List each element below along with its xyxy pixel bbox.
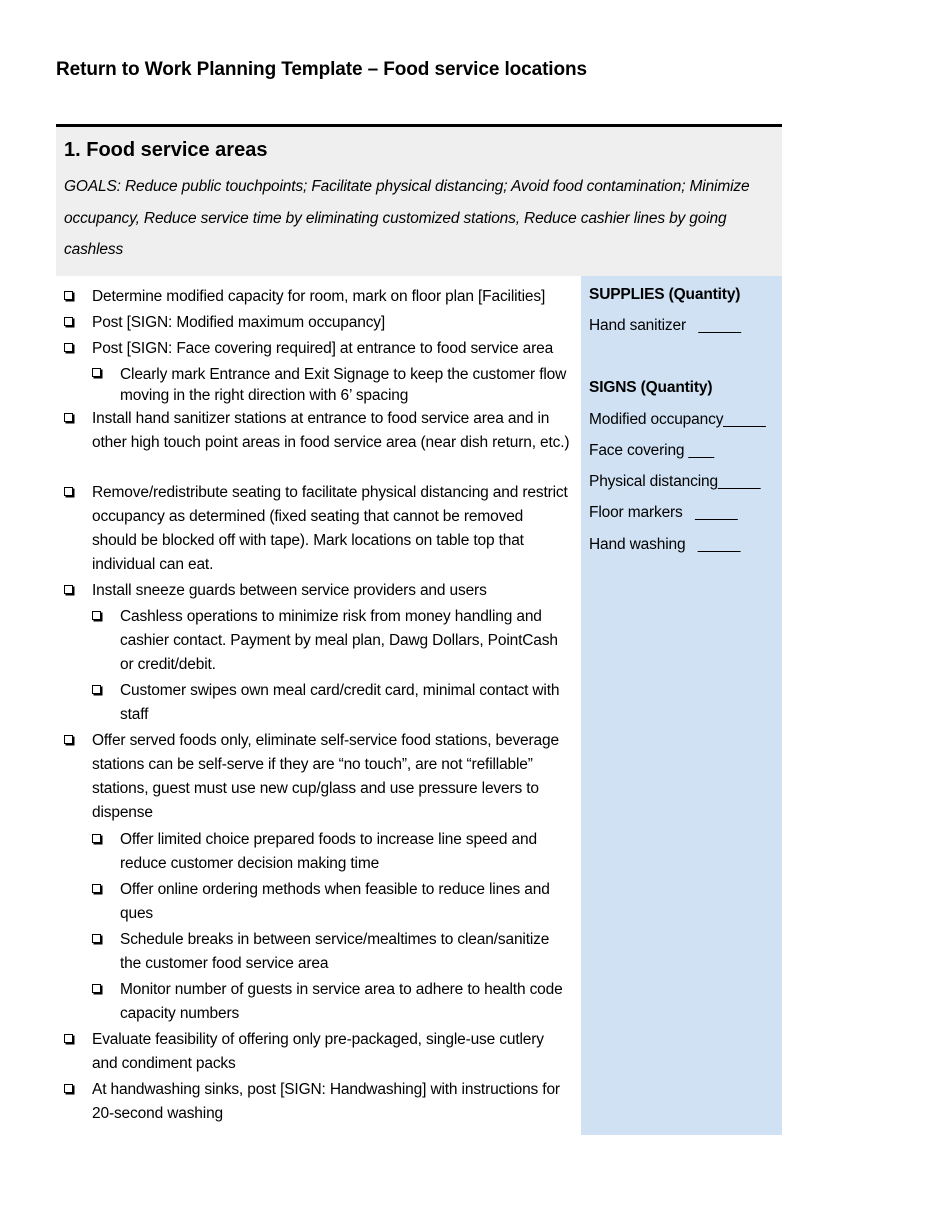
checkbox[interactable] xyxy=(92,611,101,620)
checklist-subitem xyxy=(56,364,571,406)
checklist-item-text: Schedule breaks in between service/mealtimes to clean/sanitize the customer food service area xyxy=(120,931,550,972)
checkbox[interactable] xyxy=(64,413,73,422)
section-header xyxy=(56,127,782,276)
checklist-item-text: Offer limited choice prepared foods to increase line speed and reduce customer decision making time xyxy=(120,831,537,872)
supply-line-hand-sanitizer: Hand sanitizer _____ xyxy=(589,317,741,334)
checklist xyxy=(56,276,581,1135)
food-service-section xyxy=(56,124,782,1138)
checklist-item-text: Cashless operations to minimize risk from money handling and cashier contact. Payment by meal plan, Dawg Dollars, PointCash or credit/debit. xyxy=(120,608,558,673)
checkbox[interactable] xyxy=(64,317,73,326)
checklist-subitem xyxy=(56,978,571,1026)
checkbox[interactable] xyxy=(92,368,101,377)
checkbox[interactable] xyxy=(64,1034,73,1043)
section-goals: GOALS: Reduce public touchpoints; Facilitate physical distancing; Avoid food contamination; Minimize occupancy, Reduce service time by eliminating customized stations, Reduce cashier lines by going cashless xyxy=(64,178,750,258)
checklist-item-text: Offer served foods only, eliminate self-service food stations, beverage stations can be self-serve if they are “no touch”, are not “refillable” stations, guest must use new cup/glass and use pressure levers to dispense xyxy=(92,732,559,821)
sign-line-face-covering: Face covering ___ xyxy=(589,442,714,459)
checkbox[interactable] xyxy=(92,685,101,694)
sign-line-modified-occupancy: Modified occupancy_____ xyxy=(589,411,766,428)
checklist-item xyxy=(56,1028,571,1076)
checklist-item-text: Install sneeze guards between service providers and users xyxy=(92,582,487,599)
checklist-item xyxy=(56,579,571,603)
checklist-item-text: Monitor number of guests in service area to adhere to health code capacity numbers xyxy=(120,981,563,1022)
checkbox[interactable] xyxy=(64,585,73,594)
supplies-heading: SUPPLIES (Quantity) xyxy=(589,286,741,303)
checklist-item xyxy=(56,407,571,455)
sign-line-hand-washing: Hand washing _____ xyxy=(589,536,741,553)
checklist-item-text: Offer online ordering methods when feasible to reduce lines and ques xyxy=(120,881,550,922)
checkbox[interactable] xyxy=(64,1084,73,1093)
checklist-item-text: Determine modified capacity for room, mark on floor plan [Facilities] xyxy=(92,288,546,305)
checkbox[interactable] xyxy=(64,487,73,496)
checkbox[interactable] xyxy=(64,735,73,744)
checklist-item-text: At handwashing sinks, post [SIGN: Handwashing] with instructions for 20-second washing xyxy=(92,1081,560,1122)
section-title: 1. Food service areas xyxy=(64,139,268,161)
checklist-item-text: Remove/redistribute seating to facilitate physical distancing and restrict occupancy as determined (fixed seating that cannot be removed should be blocked off with tape). Mark locations on table top that individual can eat. xyxy=(92,484,568,573)
checkbox[interactable] xyxy=(64,343,73,352)
checkbox[interactable] xyxy=(92,984,101,993)
checkbox[interactable] xyxy=(92,884,101,893)
checklist-item-text: Clearly mark Entrance and Exit Signage to keep the customer flow moving in the right direction with 6’ spacing xyxy=(120,366,567,404)
checklist-item xyxy=(56,1078,571,1126)
section-body xyxy=(56,276,782,1135)
signs-heading: SIGNS (Quantity) xyxy=(589,379,713,396)
checklist-item-text: Post [SIGN: Face covering required] at entrance to food service area xyxy=(92,340,554,357)
quantity-sidebar xyxy=(581,276,782,1135)
checklist-item xyxy=(56,729,571,825)
checklist-item-text: Customer swipes own meal card/credit card, minimal contact with staff xyxy=(120,682,560,723)
document-title: Return to Work Planning Template – Food service locations xyxy=(56,59,587,80)
checklist-subitem xyxy=(56,878,571,926)
checklist-subitem xyxy=(56,928,571,976)
checklist-item xyxy=(56,481,571,577)
checklist-item xyxy=(56,285,571,309)
checkbox[interactable] xyxy=(92,834,101,843)
checkbox[interactable] xyxy=(92,934,101,943)
checkbox[interactable] xyxy=(64,291,73,300)
checklist-subitem xyxy=(56,679,571,727)
checklist-item-text: Post [SIGN: Modified maximum occupancy] xyxy=(92,314,386,331)
checklist-item-text: Install hand sanitizer stations at entrance to food service area and in other high touch point areas in food service area (near dish return, etc.) xyxy=(92,410,570,451)
checklist-subitem xyxy=(56,828,571,876)
checklist-subitem xyxy=(56,605,571,677)
checklist-item xyxy=(56,337,571,361)
checklist-item xyxy=(56,311,571,335)
sign-line-physical-distancing: Physical distancing_____ xyxy=(589,473,761,490)
sign-line-floor-markers: Floor markers _____ xyxy=(589,504,738,521)
checklist-item-text: Evaluate feasibility of offering only pre-packaged, single-use cutlery and condiment packs xyxy=(92,1031,544,1072)
